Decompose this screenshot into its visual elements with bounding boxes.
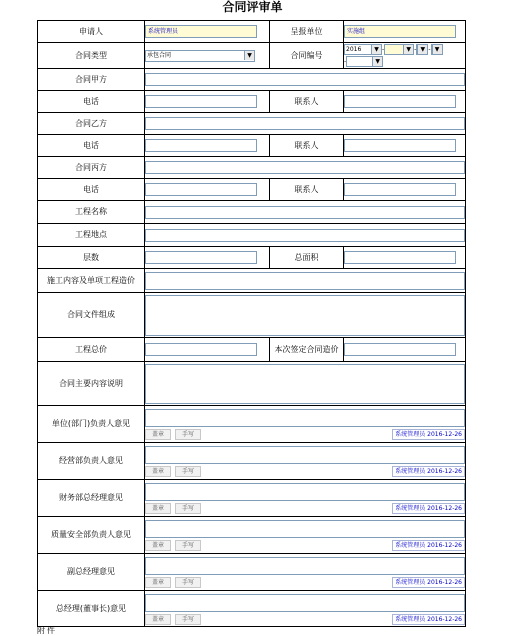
signer-badge: 系统管理员 2016-12-26	[392, 429, 465, 440]
contract-no-sep: -	[414, 46, 417, 53]
total-area-label: 总面积	[270, 247, 344, 269]
opinion-label: 总经理(董事长)意见	[38, 591, 145, 627]
opinion-label: 副总经理意见	[38, 554, 145, 591]
party-c-input[interactable]	[145, 161, 465, 174]
opinion-toolbar	[145, 503, 465, 513]
handwrite-button[interactable]: 手写	[175, 503, 201, 514]
signer-badge: 系统管理员 2016-12-26	[392, 614, 465, 625]
opinion-label: 单位(部门)负责人意见	[38, 406, 145, 443]
party-c-phone-input[interactable]	[145, 183, 257, 196]
opinion-textarea[interactable]	[145, 520, 465, 538]
project-location-label: 工程地点	[38, 224, 145, 247]
contract-no-month-select[interactable]	[384, 44, 417, 55]
seal-button[interactable]: 盖章	[145, 466, 171, 477]
chevron-down-icon: ▼	[417, 45, 427, 54]
contract-main-desc-label: 合同主要内容说明	[38, 362, 145, 406]
opinion-label: 质量安全部负责人意见	[38, 517, 145, 554]
signed-price-label: 本次签定合同造价	[270, 338, 344, 362]
signer-badge: 系统管理员 2016-12-26	[392, 503, 465, 514]
dept-input[interactable]: 实施组	[344, 25, 456, 38]
contract-type-select[interactable]	[145, 50, 255, 62]
party-a-contact-label: 联系人	[270, 91, 344, 113]
chevron-down-icon: ▼	[372, 57, 382, 66]
contract-no-part3-select[interactable]	[416, 44, 431, 55]
opinion-label: 经营部负责人意见	[38, 443, 145, 480]
opinion-label: 财务部总经理意见	[38, 480, 145, 517]
opinion-toolbar	[145, 466, 465, 476]
party-c-label: 合同丙方	[38, 157, 145, 179]
party-a-phone-input[interactable]	[145, 95, 257, 108]
review-form	[37, 20, 466, 627]
applicant-label: 申请人	[38, 21, 145, 43]
handwrite-button[interactable]: 手写	[175, 540, 201, 551]
applicant-input[interactable]: 系统管理员	[145, 25, 257, 38]
opinion-toolbar	[145, 540, 465, 550]
signer-badge: 系统管理员 2016-12-26	[392, 466, 465, 477]
contract-no-part4-select[interactable]	[431, 44, 443, 55]
project-location-input[interactable]	[145, 229, 465, 242]
total-area-input[interactable]	[344, 251, 456, 264]
signer-badge: 系统管理员 2016-12-26	[392, 540, 465, 551]
opinion-textarea[interactable]	[145, 446, 465, 464]
contract-no-fields	[344, 44, 465, 56]
chevron-down-icon: ▼	[371, 45, 381, 54]
seal-button[interactable]: 盖章	[145, 540, 171, 551]
opinion-toolbar	[145, 614, 465, 624]
party-a-label: 合同甲方	[38, 69, 145, 91]
project-name-input[interactable]	[145, 206, 465, 219]
chevron-down-icon: ▼	[403, 45, 413, 54]
opinion-textarea[interactable]	[145, 557, 465, 575]
opinion-textarea[interactable]	[145, 409, 465, 427]
party-c-contact-label: 联系人	[270, 179, 344, 201]
handwrite-button[interactable]: 手写	[175, 466, 201, 477]
construction-content-textarea[interactable]	[145, 272, 465, 290]
handwrite-button[interactable]: 手写	[175, 614, 201, 625]
contract-no-year-value: 2016	[346, 46, 362, 53]
contract-docs-textarea[interactable]	[145, 295, 465, 336]
seal-button[interactable]: 盖章	[145, 577, 171, 588]
signer-badge: 系统管理员 2016-12-26	[392, 577, 465, 588]
construction-content-label: 施工内容及单项工程造价	[38, 269, 145, 293]
seal-button[interactable]: 盖章	[145, 429, 171, 440]
contract-no-sep: -	[428, 46, 431, 53]
project-name-label: 工程名称	[38, 201, 145, 224]
party-c-contact-input[interactable]	[344, 183, 456, 196]
attachment-label: 附件	[37, 626, 57, 635]
contract-type-label: 合同类型	[38, 43, 145, 69]
party-b-input[interactable]	[145, 117, 465, 130]
contract-no-fields-row2	[344, 56, 465, 68]
handwrite-button[interactable]: 手写	[175, 429, 201, 440]
party-b-label: 合同乙方	[38, 113, 145, 135]
opinion-textarea[interactable]	[145, 483, 465, 501]
contract-main-desc-textarea[interactable]	[145, 364, 465, 404]
party-b-contact-label: 联系人	[270, 135, 344, 157]
contract-no-part5-select[interactable]	[346, 56, 383, 67]
contract-docs-label: 合同文件组成	[38, 293, 145, 338]
contract-no-sep: -	[382, 46, 385, 53]
contract-no-label: 合同编号	[270, 43, 344, 69]
page-title: 合同评审单	[222, 0, 283, 14]
contract-type-value: 承包合同	[147, 51, 172, 59]
project-total-price-input[interactable]	[145, 343, 257, 356]
chevron-down-icon: ▼	[432, 45, 442, 54]
contract-no-year-select[interactable]	[344, 44, 385, 55]
party-a-input[interactable]	[145, 73, 465, 86]
contract-no-sep: -	[344, 58, 347, 65]
seal-button[interactable]: 盖章	[145, 614, 171, 625]
floors-label: 层数	[38, 247, 145, 269]
dept-label: 呈报单位	[270, 21, 344, 43]
chevron-down-icon: ▼	[244, 51, 254, 60]
opinion-toolbar	[145, 429, 465, 439]
handwrite-button[interactable]: 手写	[175, 577, 201, 588]
party-a-contact-input[interactable]	[344, 95, 456, 108]
party-b-contact-input[interactable]	[344, 139, 456, 152]
party-a-phone-label: 电话	[38, 91, 145, 113]
party-b-phone-input[interactable]	[145, 139, 257, 152]
seal-button[interactable]: 盖章	[145, 503, 171, 514]
opinion-textarea[interactable]	[145, 594, 465, 612]
floors-input[interactable]	[145, 251, 257, 264]
signed-price-input[interactable]	[344, 343, 456, 356]
party-c-phone-label: 电话	[38, 179, 145, 201]
party-b-phone-label: 电话	[38, 135, 145, 157]
opinion-toolbar	[145, 577, 465, 587]
project-total-price-label: 工程总价	[38, 338, 145, 362]
